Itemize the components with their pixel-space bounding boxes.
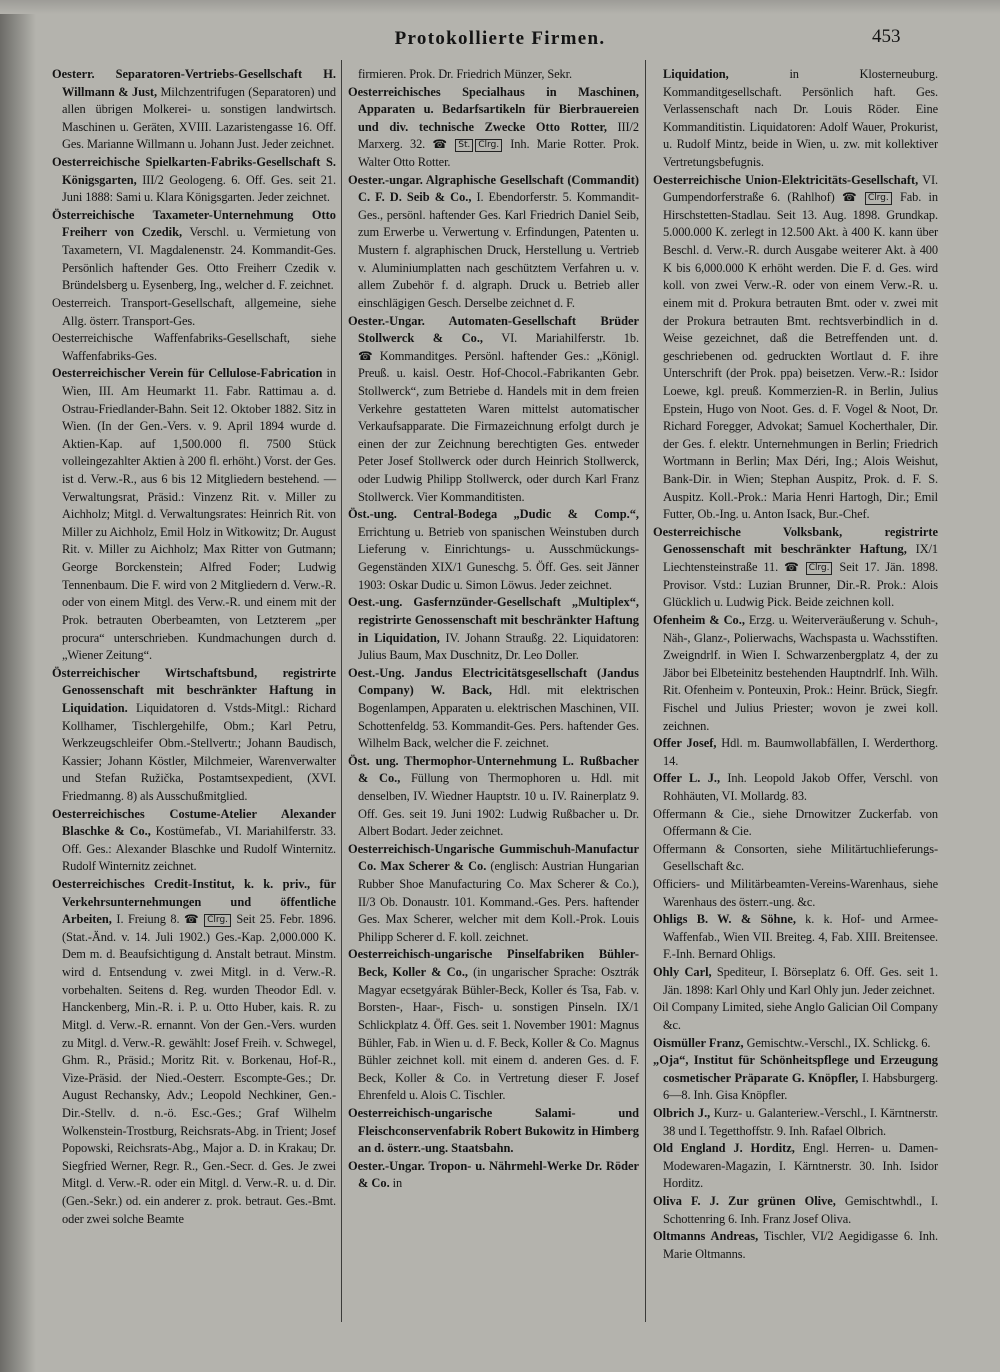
directory-entry bbox=[52, 154, 336, 207]
telephone-icon bbox=[842, 190, 861, 204]
directory-entry bbox=[52, 665, 336, 806]
directory-entry bbox=[653, 1035, 938, 1053]
directory-entry bbox=[653, 1193, 938, 1228]
directory-entry bbox=[653, 1228, 938, 1263]
firm-name: Oester.-Ungar. Automaten-Gesellschaft Brüder Stollwerck & Co., bbox=[348, 313, 639, 346]
entry-text: Gemischtwhdl., I. Schottenring 6. Inh. Franz Josef Oliva. bbox=[663, 1194, 938, 1226]
entry-text: I. Ebendorferstr. 5. Kommandit-Ges., persönl. haftender Ges. Karl Friedrich Daniel Seib, zum Erwerbe u. Verwertung v. Erfindungen, Patenten u. Mustern f. algraphischen Druck, Herstellung u. Vertrieb v. Aluminiumplatten nach geschütztem Verfahren u. v. allem Zubehör f. d. algraph. Druck u. Betrieb aller einschlägigen Gesch. Derselbe zeichnet d. F. bbox=[358, 190, 640, 310]
entry-text: Seit 25. Febr. 1896. (Stat.-Änd. v. 14. Juli 1902.) Ges.-Kap. 2,000.000 K. Dem m. d. Beaufsichtigung d. Anstalt betraut. Minstm. wird d. Entsendung v. zwei Mitgl. in d. Verw.-R. vorbehalten. Seitens d. Reg. wurden Theodor Edl. v. Hanckenberg, Min.-R. i. P. u. Otto Huber, kais. R. zu Mitgl. d. Verw.-R. ernannt. Von der Gen.-Vers. wurden zu Mitgl. d. Verw.-R. gewählt: Josef Freih. v. Schwegel, Ghm. R., Präsid.; Moritz Rit. v. Borkenau, Hof-R., Vize-Präsid. der Nied.-Oesterr. Escompte-Ges.; Dr. August Rechansky, Adv.; Leopold Nechkiner, Gen.-Dir.-Stellv. d. n.-ö. Esc.-Ges.; Graf Wilhelm Wolkenstein-Trostburg, Reichsrats-Abg. in Trient; Josef Popowski, Reichsrats-Abg., Major a. D. in Krakau; Dr. Siegfried Werner, Regr. R., Gen.-Secr. d. Ges. Je zwei Mitgl. d. Verw.-R. oder ein Mitgl. d. Verw.-R. u. d. Dir. (Gen.-Sekr.) od. ein anderer z. prok. betraut. Ges.-Bmt. oder zwei solche Beamte bbox=[62, 912, 337, 1226]
directory-entry bbox=[653, 1105, 938, 1140]
directory-entry bbox=[348, 946, 639, 1104]
firm-name: Oesterreichischer Verein für Cellulose-Fabrication bbox=[52, 366, 323, 381]
firm-name: Oesterreichisches Credit-Institut, k. k. priv., für Verkehrsunternehmungen und öffentliche Arbeiten, bbox=[52, 877, 336, 927]
firm-name: Oester.-ungar. Algraphische Gesellschaft (Commandit) C. F. D. Seib & Co., bbox=[348, 172, 639, 205]
entry-text: in Klosterneuburg. Kommanditgesellschaft. Persönlich haft. Ges. Verlassenschaft nach Dr. Louis Röder. Eine Kommanditistin. Liquidatoren: Adolf Wauer, Prokurist, u. Rudolf Mintz, beide in Wien, u. zw. mit kollektiver Vertretungsbefugnis. bbox=[663, 67, 938, 170]
entry-text: III/2 Geologeng. 6. Off. Ges. seit 21. Juni 1888: Sami u. Klara Königsgarten. Jeder zeichnet. bbox=[62, 172, 336, 205]
entry-text: Inh. Marie Rotter. Prok. Walter Otto Rotter. bbox=[358, 137, 639, 170]
firm-name: Offer L. J., bbox=[653, 771, 721, 786]
boxed-abbreviation: Clrg. bbox=[204, 914, 231, 927]
scan-edge-shadow bbox=[0, 0, 36, 1372]
firm-name: Oesterreichische Volksbank, registrirte Genossenschaft mit beschränkter Haftung, bbox=[653, 524, 938, 557]
firm-name: Olbrich J., bbox=[653, 1105, 711, 1120]
boxed-abbreviation: Clrg. bbox=[806, 562, 833, 575]
directory-entry bbox=[52, 66, 336, 154]
telephone-icon bbox=[184, 912, 200, 926]
entry-text: Kommanditges. Persönl. haftender Ges.: „Königl. Preuß. u. kaisl. Oestr. Hof-Chocol.-Fabrikanten Gebr. Stollwerck“, zum Betriebe d. Handels mit in dem freien Verkehre gestatteten Waren mittelst automatischer Verkaufsapparate. Die Firmazeichnung erfolgt durch je einen der zur Zeichnung berechtigten Ges. entweder Peter Josef Stollwerck oder durch Heinrich Stollwerck, oder Ludwig Philipp Stollwerck, oder durch Karl Franz Stollwerck. Vier Kommanditisten. bbox=[358, 348, 640, 504]
entry-text: Liquidatoren d. Vstds-Mitgl.: Richard Kollhamer, Tischlergehilfe, Obm.; Karl Petru, Werkzeugschleifer Obm.-Stellvertr.; Johann Baudisch, Kassier; Johann Köstler, Milchmeier, Warenverwalter und Stefan Ružička, Postamtsexpedient, (XVI. Friedmanng. 8) als Ausschußmitglied. bbox=[62, 700, 336, 803]
directory-entry bbox=[348, 1158, 639, 1193]
entry-text: k. k. Hof- und Armee-Waffenfab., Wien VII. Breiteg. 4, Fab. XIII. Breitensee. F.-Inh. Bernard Ohligs. bbox=[663, 912, 938, 962]
directory-entry bbox=[348, 506, 639, 594]
directory-entry bbox=[52, 876, 336, 1228]
directory-entry bbox=[348, 753, 639, 841]
column-divider-1 bbox=[341, 60, 342, 1322]
firm-name: Ofenheim & Co., bbox=[653, 612, 745, 627]
page-title: Protokollierte Firmen. bbox=[394, 28, 606, 49]
entry-text: Kostümefab., VI. Mariahilferstr. 33. Off. Ges.: Alexander Blaschke und Rudolf Winternitz. Rudolf Winternitz zeichnet. bbox=[62, 824, 336, 874]
directory-entry bbox=[52, 295, 336, 330]
entry-text: (in ungarischer Sprache: Osztrák Magyar ecsetgyárak Bühler-Beck, Koller és Tsa, Fab. v. Borsten-, Haar-, Fisch- u. sonstigen Pinseln. IX/1 Schlickplatz 4. Öff. Ges. seit 1. November 1901: Magnus Bühler, Fab. in Wien u. d. F. Beck, Koller & Co. Magnus Bühler zeichnet koll. mit einem d. anderen Ges. d. F. Beck, Koller & Co. in Vertretung dieser F. Josef Ehrenfeld u. Alois C. Tischler. bbox=[358, 965, 639, 1103]
firm-name: Oest.-Ung. Jandus Electricitätsgesellschaft (Jandus Company) W. Back, bbox=[348, 665, 639, 698]
column-3 bbox=[653, 66, 938, 1263]
firm-name: Oismüller Franz, bbox=[653, 1035, 744, 1050]
entry-text: I. Habsburgerg. 6—8. Inh. Gisa Knöpfler. bbox=[663, 1070, 938, 1103]
directory-entry bbox=[348, 172, 639, 313]
firm-name: Old England J. Horditz, bbox=[653, 1141, 795, 1156]
firm-name: Oesterreichische Union-Elektricitäts-Gesellschaft, bbox=[653, 172, 919, 187]
directory-entry bbox=[653, 806, 938, 841]
entry-text: Gemischtw.-Verschl., IX. Schlickg. 6. bbox=[743, 1035, 931, 1050]
column-divider-2 bbox=[645, 60, 646, 1322]
firm-name: Oesterr. Separatoren-Vertriebs-Gesellschaft H. Willmann & Just, bbox=[52, 67, 336, 99]
directory-entry bbox=[653, 172, 938, 524]
telephone-icon bbox=[784, 560, 802, 574]
directory-entry bbox=[52, 365, 336, 664]
directory-entry bbox=[348, 84, 639, 172]
entry-text: Milchzentrifugen (Separatoren) und allen übrigen Molkerei- u. sonstigen landwirtsch. Maschinen u. Geräten, XVIII. Lazaristengasse 16. Off. Ges. Marianne Willmann u. Johann Just. Jeder zeichnet. bbox=[62, 84, 336, 152]
directory-entry bbox=[653, 1052, 938, 1105]
entry-text: VI. Mariahilferstr. 1b. bbox=[483, 331, 639, 346]
entry-text: Hdl. mit elektrischen Bogenlampen, Apparaten u. elektrischen Maschinen, VII. Schottenfeldg. 53. Kommandit-Ges. Pers. haftender Ges. Wilhelm Back, welcher die F. zeichnet. bbox=[358, 683, 639, 751]
directory-entry bbox=[52, 207, 336, 295]
entry-text: Oesterreich. Transport-Gesellschaft, allgemeine, siehe Allg. österr. Transport-Ges. bbox=[52, 295, 336, 328]
firm-name: Öst. ung. Thermophor-Unternehmung L. Rußbacher & Co., bbox=[348, 753, 639, 786]
directory-entry bbox=[348, 313, 639, 507]
firm-name: Öst.-ung. Central-Bodega „Dudic & Comp.“, bbox=[348, 507, 639, 522]
entry-text: in bbox=[389, 1176, 403, 1191]
entry-text: Kurz- u. Galanteriew.-Verschl., I. Kärntnerstr. 38 und I. Tegetthoffstr. 9. Inh. Rafael Olbrich. bbox=[663, 1105, 938, 1138]
column-2 bbox=[348, 66, 639, 1193]
entry-text: Hdl. m. Baumwollabfällen, I. Werderthorg. 14. bbox=[663, 736, 938, 768]
directory-entry bbox=[348, 594, 639, 664]
entry-text: Fab. in Hirschstetten-Stadlau. Seit 13. Aug. 1898. Grundkap. 5.000.000 K. zerlegt in 12.500 Akt. à 400 K. kann über Beschl. d. Verw.-R. durch Ausgabe weiterer Akt. à 400 K bis 6,000.000 K erhöht werden. Die F. d. Ges. wird koll. von zwei Verw.-R. oder von einem Verw.-R. u. einem mit d. Prokura betrauten Bmt. oder v. zwei mit der Prokura betrauten Bmt. rechtsverbindlich in d. Weise gezeichnet, daß die Betreffenden unt. d. geschriebenen od. gedruckten Wortlaut d. F. ihre Unterschrift (der Prok. ppa) beisetzen. Verw.-R.: Isidor Loewe, kgl. preuß. Kommerzien-R. in Berlin, Julius Epstein, Hugo von Noot. Ges. d. F. Vogel & Noot, Dr. Richard Foregger, Advokat; Samuel Kocherthaler, Dir. der Ges. f. elektr. Unternehmungen in Berlin; Friedrich Wortmann in Berlin; Max Déri, Ing.; Alois Weishut, Bank-Dir. in Wien; Stephan Auspitz, Prok. d. F. S. Auspitz. Koll.-Prok.: Maria Henri Hartogh, Dir.; Emil Futter, Ob.-Ing. u. Anton Isack, Bur.-Chef. bbox=[663, 190, 938, 522]
firm-name: Oester.-Ungar. Tropon- u. Nährmehl-Werke Dr. Röder & Co. bbox=[348, 1158, 639, 1191]
firm-name: Oltmanns Andreas, bbox=[653, 1229, 759, 1244]
firm-name: Oesterreichisches Specialhaus in Maschinen, Apparaten u. Bedarfsartikeln für Bierbrauereien und div. technische Zwecke Otto Rotter, bbox=[348, 84, 639, 134]
page-number: 453 bbox=[872, 26, 901, 47]
entry-text: III/2 Marxerg. 32. bbox=[358, 119, 639, 152]
directory-entry bbox=[348, 1105, 639, 1158]
entry-text: Tischler, VI/2 Aegidigasse 6. Inh. Marie Oltmanns. bbox=[663, 1229, 938, 1261]
directory-entry bbox=[653, 770, 938, 805]
entry-text: Erzg. u. Weiterveräußerung v. Schuh-, Näh-, Glanz-, Polierwachs, Wachspasta u. Wachsstiften. Zweigndrlf. in Wien I. Schwarzenbergplatz 4, der zu Jäbor bei Elbeteinitz bestehenden Hauptndrlf. Inh. Wilh. Rit. Ofenheim v. Ponteuxin, Prok.: Heinr. Brück, Siegfr. Fischel und Julius Priester; wovon je zwei koll. zeichnen. bbox=[663, 612, 938, 733]
firm-name: Österreichischer Wirtschaftsbund, registrirte Genossenschaft mit beschränkter Haftung in Liquidation. bbox=[52, 665, 336, 715]
entry-text: (englisch: Austrian Hungarian Rubber Shoe Manufacturing Co. Max Scherer & Co.), II/3 Ob. Donaustr. 101. Kommand.-Ges. Pers. haftender Ges. Max Scherer, welcher mit dem Koll.-Prok. Louis Philipp Scherer d. F. koll. zeichnet. bbox=[358, 859, 639, 944]
telephone-icon bbox=[358, 349, 377, 363]
firm-name: Oesterreichisches Costume-Atelier Alexander Blaschke & Co., bbox=[52, 806, 336, 839]
scan-top-shadow bbox=[0, 0, 1000, 14]
entry-text: Offermann & Cie., siehe Drnowitzer Zuckerfab. von Offermann & Cie. bbox=[653, 806, 938, 839]
entry-continuation bbox=[348, 66, 639, 84]
directory-entry bbox=[52, 330, 336, 365]
entry-text: IV. Johann Straußg. 22. Liquidatoren: Julius Baum, Max Duschnitz, Dr. Leo Doller. bbox=[358, 630, 640, 663]
firm-name: Liquidation, bbox=[663, 67, 729, 81]
entry-text: Inh. Leopold Jakob Offer, Verschl. von Rohhäuten, VI. Mollardg. 83. bbox=[663, 771, 938, 803]
firm-name: „Oja“, Institut für Schönheitspflege und Erzeugung cosmetischer Präparate G. Knöpfler, bbox=[653, 1053, 938, 1085]
firm-name: Oliva F. J. Zur grünen Olive, bbox=[653, 1194, 836, 1208]
entry-text: Spediteur, I. Börseplatz 6. Off. Ges. seit 1. Jän. 1898: Karl Ohly und Karl Ohly jun. Jeder zeichnet. bbox=[663, 965, 938, 997]
entry-text: Füllung von Thermophoren u. Hdl. mit denselben, IV. Wiedner Hauptstr. 10 u. IV. Rainerplatz 9. Off. Ges. seit 19. Juni 1902: Ludwig Rußbacher u. Dr. Albert Bodart. Jeder zeichnet. bbox=[358, 771, 639, 839]
firm-name: Ohly Carl, bbox=[653, 965, 712, 980]
firm-name: Oesterreichisch-ungarische Pinselfabriken Bühler-Beck, Koller & Co., bbox=[348, 947, 639, 980]
directory-entry bbox=[348, 665, 639, 753]
entry-text: Oil Company Limited, siehe Anglo Galician Oil Company &c. bbox=[653, 1000, 938, 1032]
firm-name: Österreichische Taxameter-Unternehmung Otto Freiherr von Czedik, bbox=[52, 207, 336, 240]
entry-text: Seit 17. Jän. 1898. Provisor. Vstd.: Luzian Brunner, Dir.-R. Prok.: Alois Glücklich u. Ludwig Pick. Beide zeichnen koll. bbox=[663, 560, 939, 610]
directory-entry bbox=[653, 612, 938, 735]
entry-continuation bbox=[653, 66, 938, 172]
directory-entry bbox=[653, 999, 938, 1034]
firm-name: Oesterreichische Spielkarten-Fabriks-Gesellschaft S. Königsgarten, bbox=[52, 155, 336, 187]
directory-entry bbox=[653, 524, 938, 612]
directory-entry bbox=[348, 841, 639, 947]
boxed-abbreviation: Clrg. bbox=[475, 139, 502, 152]
directory-entry bbox=[653, 911, 938, 964]
directory-entry bbox=[52, 806, 336, 876]
telephone-icon bbox=[432, 137, 451, 151]
entry-text: VI. Gumpendorferstraße 6. (Rahlhof) bbox=[663, 172, 938, 205]
boxed-abbreviation: St. bbox=[455, 139, 473, 152]
entry-text: Offermann & Consorten, siehe Militärtuchlieferungs-Gesellschaft &c. bbox=[653, 841, 938, 874]
firm-name: Ohligs B. W. & Söhne, bbox=[653, 912, 796, 927]
directory-entry bbox=[653, 964, 938, 999]
boxed-abbreviation: Clrg. bbox=[865, 192, 892, 205]
entry-text: Engl. Herren- u. Damen-Modewaren-Magazin, I. Kärntnerstr. 30. Inh. Isidor Horditz. bbox=[663, 1141, 938, 1191]
entry-text: Officiers- und Militärbeamten-Vereins-Warenhaus, siehe Warenhaus des österr.-ung. &c. bbox=[653, 877, 938, 909]
directory-entry bbox=[653, 735, 938, 770]
entry-text: Verschl. u. Vermietung von Taxametern, VI. Magdalenenstr. 24. Kommandit-Ges. Persönlich haftender Ges. Otto Freiherr Czedik v. Bründelsberg u. Eysenberg, Ing., welcher d. F. zeichnet. bbox=[62, 225, 337, 293]
firm-name: Offer Josef, bbox=[653, 736, 717, 751]
entry-text: Oesterreichische Waffenfabriks-Gesellschaft, siehe Waffenfabriks-Ges. bbox=[52, 331, 336, 363]
entry-text: Errichtung u. Betrieb von spanischen Weinstuben durch Lieferung v. Einrichtungs- u. Ausschmückungs-Gegenständen XIX/1 Guneschg. 5. Öff. Ges. seit Jänner 1903: Oskar Dudic u. Simon Löwus. Jeder zeichnet. bbox=[358, 524, 639, 592]
firm-name: Oesterreichisch-ungarische Salami- und Fleischconservenfabrik Robert Bukowitz in Himberg an d. österr.-ung. Staatsbahn. bbox=[348, 1105, 639, 1156]
entry-text: in Wien, III. Am Heumarkt 11. Fabr. Rattimau a. d. Ostrau-Friedlander-Bahn. Seit 12. Oktober 1882. Sitz in Wien. (In der Gen.-Vers. v. 9. April 1894 wurde d. Aktien-Kap. auf 1,500.000 fl. 7500 Stück volleingezahlter Aktien à 200 fl. erhöht.) Vorst. der Ges. ist d. Verw.-R., aus 6 bis 12 Mitgliedern bestehend. — Verwaltungsrat, Präsid.: Vinzenz Rit. v. Miller zu Aichholz; Mitgl. d. Verwaltungsrates: Heinrich Rit. von Miller zu Aichholz, Emil Holz in Witkowitz; Dr. August Rit. v. Miller zu Aichholz; Max Ritter von Gutmann; George Borckenstein; Alfred Foder; Ludwig Tennenbaum. Die F. wird von 2 Mitgliedern d. Verw.-R. oder von einem Mitgl. des Verw.-R. und einem mit der Prok. betrauten Oberbeamten, von Letzterem „per procura“ unterschrieben. Kundmachungen durch d. „Wiener Zeitung“. bbox=[62, 366, 336, 663]
directory-entry bbox=[653, 841, 938, 876]
entry-text: firmieren. Prok. Dr. Friedrich Münzer, Sekr. bbox=[358, 67, 572, 81]
firm-name: Oest.-ung. Gasfernzünder-Gesellschaft „Multiplex“, registrirte Genossenschaft mit beschränkter Haftung in Liquidation, bbox=[348, 595, 639, 645]
directory-entry bbox=[653, 1140, 938, 1193]
firm-name: Oesterreichisch-Ungarische Gummischuh-Manufactur Co. Max Scherer & Co. bbox=[348, 841, 639, 874]
directory-entry bbox=[653, 876, 938, 911]
entry-text: I. Freiung 8. bbox=[111, 912, 184, 927]
column-1 bbox=[52, 66, 336, 1228]
entry-text: IX/1 Liechtensteinstraße 11. bbox=[663, 542, 938, 575]
